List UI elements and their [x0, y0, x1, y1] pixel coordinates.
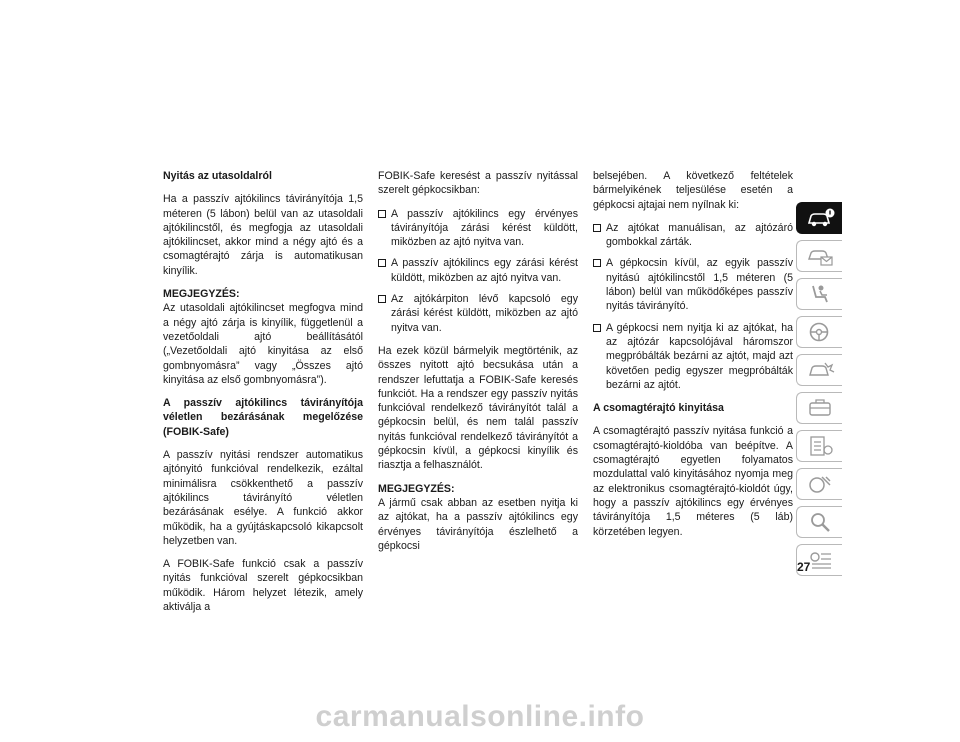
tab-car-mail[interactable] — [796, 240, 842, 272]
car-crash-icon — [807, 359, 835, 381]
seat-passenger-icon — [807, 283, 835, 305]
paragraph: A csomagtérajtó passzív nyitása funkció a csomagtérajtó-kioldóba van beépítve. A csomagtérajtó egyetlen folyamatos mozdulattal való kinyitásához nyomja meg az elektronikus csomagtérajtó-kioldót úgy, hogy a passzív ajtókilincs egy érvényes távirányítója 1,5 méteres (5 láb) körzetében legyen. — [593, 425, 793, 538]
tab-seat[interactable] — [796, 278, 842, 310]
list-item: Az ajtókat manuálisan, az ajtózáró gombokkal zárták. — [593, 221, 793, 250]
list-item: Az ajtókárpiton lévő kapcsoló egy zárási kérést küldött, miközben az ajtó nyitva van. — [378, 292, 578, 335]
list-item: A gépkocsin kívül, az egyik passzív nyitású ajtókilincstől 1,5 méteren (5 lábon) belül van működőképes passzív nyitás távirányító. — [593, 256, 793, 313]
tab-toolbox[interactable] — [796, 392, 842, 424]
paragraph: A passzív nyitási rendszer automatikus ajtónyitó funkcióval rendelkezik, ezáltal minimálisra csökkenthető a passzív ajtókilincs távirányító véletlen bezárásának esélye. A funkció akkor működik, ha a gyújtáskapcsoló kikapcsolt helyzetben van. — [163, 449, 363, 547]
paragraph: FOBIK-Safe keresést a passzív nyitással szerelt gépkocsikban: — [378, 170, 578, 197]
chapter-tabs — [796, 202, 842, 582]
note-label: MEGJEGYZÉS: — [378, 482, 455, 495]
note-label: MEGJEGYZÉS: — [163, 288, 240, 301]
section-heading: Nyitás az utasoldalról — [163, 170, 272, 182]
paragraph: A FOBIK-Safe funkció csak a passzív nyitás funkcióval szerelt gépkocsikban működik. Három helyzet létezik, amely aktiválja a — [163, 558, 363, 614]
bullet-list — [378, 207, 578, 335]
note — [163, 287, 363, 387]
text-column-3 — [593, 169, 793, 548]
tab-checklist[interactable] — [796, 430, 842, 462]
tab-car-info[interactable] — [796, 202, 842, 234]
watermark: carmanualsonline.info — [315, 700, 645, 733]
note-text: Az utasoldali ajtókilincset megfogva mind a négy ajtó zárja is kinyílik, függetlenül a vezetőoldali ajtó beállításától („Vezetőoldali ajtó kinyitása az első gombnyomásra” vagy „Összes ajtó kinyitása az első gombnyomásra”). — [163, 302, 363, 386]
text-column-2 — [378, 169, 578, 562]
car-info-icon — [807, 207, 835, 229]
tab-steering[interactable] — [796, 316, 842, 348]
car-toolbox-icon — [807, 397, 835, 419]
list-item: A passzív ajtókilincs egy érvényes távirányítója zárási kérést küldött, miközben az ajtó nyitva van. — [378, 207, 578, 250]
car-tools-icon — [807, 473, 835, 495]
note-text: A jármű csak abban az esetben nyitja ki az ajtókat, ha a passzív ajtókilincs egy érvényes távirányítója észlelhető a gépkocsi — [378, 496, 578, 552]
settings-list-icon — [807, 549, 835, 571]
list-item: A gépkocsi nem nyitja ki az ajtókat, ha az ajtózár kapcsolójával háromszor megpróbálták bezárni az ajtót, majd azt követően pedig egyszer megpróbálták bezárni az ajtót. — [593, 321, 793, 392]
steering-wheel-icon — [807, 321, 835, 343]
tab-search[interactable] — [796, 506, 842, 538]
section-heading: A csomagtérajtó kinyitása — [593, 402, 724, 415]
section-heading: A passzív ajtókilincs távirányítója véletlen bezárásának megelőzése (FOBIK-Safe) — [163, 397, 363, 438]
car-checklist-icon — [807, 435, 835, 457]
tab-crash[interactable] — [796, 354, 842, 386]
page-number: 27 — [797, 560, 811, 574]
text-column-1 — [163, 169, 363, 623]
paragraph: belsejében. A következő feltételek bármelyikének teljesülése esetén a gépkocsi ajtajai nem nyílnak ki: — [593, 170, 793, 211]
note — [378, 482, 578, 553]
car-mail-icon — [807, 245, 835, 267]
paragraph: Ha ezek közül bármelyik megtörténik, az összes nyitott ajtó becsukása után a rendszer lefuttatja a FOBIK-Safe keresés funkciót. Ha a rendszer egy passzív nyitás funkcióval rendelkező távirányítót talál a gépkocsin belül, és nem talál passzív nyitás funkcióval rendelkező távirányítót a gépkocsin kívül, a gépkocsi kinyílik és riasztja a felhasználót. — [378, 344, 578, 472]
magnifier-icon — [807, 511, 835, 533]
bullet-list — [593, 221, 793, 392]
list-item: A passzív ajtókilincs egy zárási kérést küldött, miközben az ajtó nyitva van. — [378, 256, 578, 285]
tab-tools[interactable] — [796, 468, 842, 500]
paragraph: Ha a passzív ajtókilincs távirányítója 1,5 méteren (5 lábon) belül van az utasoldali ajtókilincstől, és megfogja az utasoldali ajtókilincset, akkor mind a négy ajtó és a csomagtérajtó zárja is automatikusan kinyílik. — [163, 193, 363, 277]
